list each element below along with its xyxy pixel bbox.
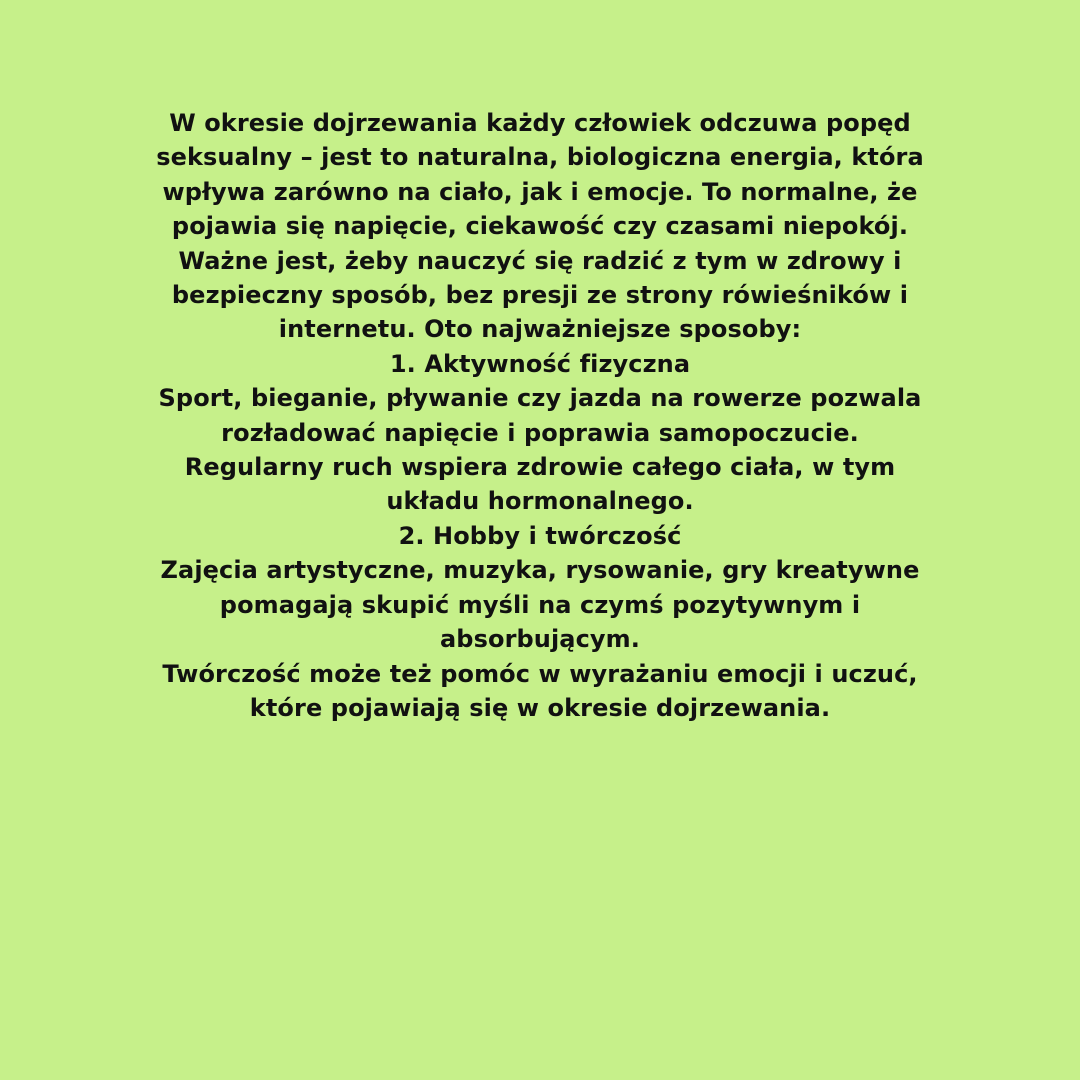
text-line: rozładować napięcie i poprawia samopoczucie. — [221, 418, 859, 447]
text-line: Zajęcia artystyczne, muzyka, rysowanie, gry kreatywne — [160, 556, 920, 585]
text-line: Twórczość może też pomóc w wyrażaniu emocji i uczuć, — [162, 659, 918, 688]
text-line: pomagają skupić myśli na czymś pozytywnym i — [219, 590, 861, 619]
text-line: bezpieczny sposób, bez presji ze strony rówieśników i — [171, 281, 909, 310]
text-line: internetu. Oto najważniejsze sposoby: — [278, 315, 802, 344]
text-line: seksualny – jest to naturalna, biologiczna energia, która — [156, 143, 924, 172]
text-line: absorbującym. — [440, 625, 640, 654]
body-text — [120, 106, 960, 725]
section-heading-2: 2. Hobby i twórczość — [398, 521, 682, 550]
text-line: Regularny ruch wspiera zdrowie całego ciała, w tym — [184, 453, 896, 482]
text-line: pojawia się napięcie, ciekawość czy czasami niepokój. — [171, 212, 909, 241]
section-heading-1: 1. Aktywność fizyczna — [389, 349, 691, 378]
text-line: które pojawiają się w okresie dojrzewania. — [249, 693, 831, 722]
text-line: Sport, bieganie, pływanie czy jazda na rowerze pozwala — [158, 384, 922, 413]
text-line: Ważne jest, żeby nauczyć się radzić z tym w zdrowy i — [178, 246, 902, 275]
text-line: układu hormonalnego. — [386, 487, 694, 516]
text-line: W okresie dojrzewania każdy człowiek odczuwa popęd — [169, 109, 911, 137]
text-line: wpływa zarówno na ciało, jak i emocje. To normalne, że — [162, 177, 918, 206]
